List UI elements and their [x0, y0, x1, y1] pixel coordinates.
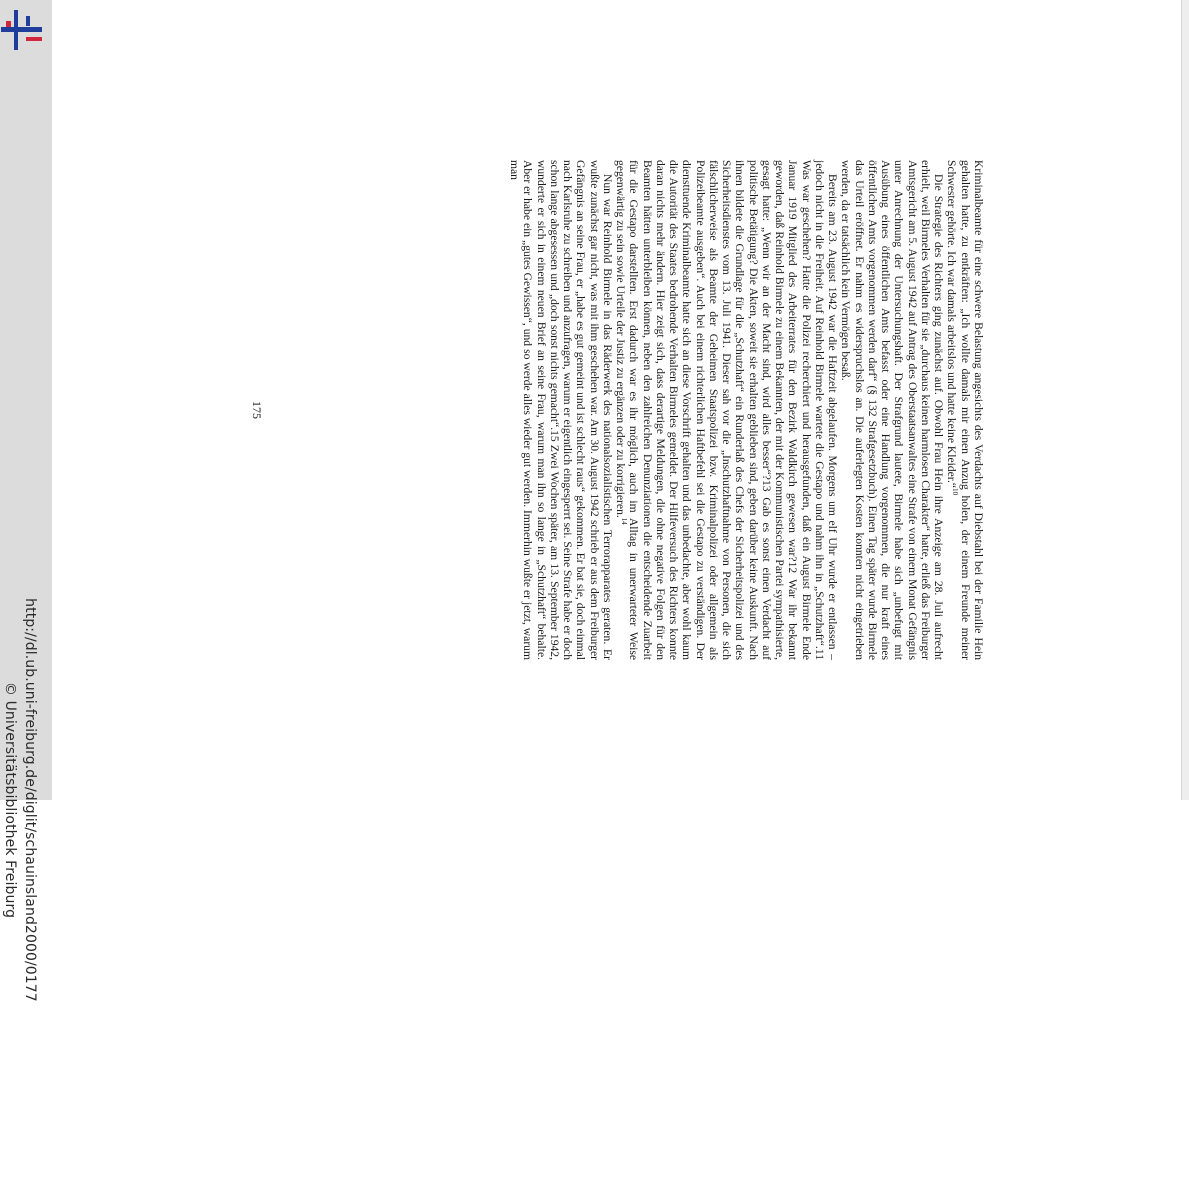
paragraph-text: Kriminalbeamte für eine schwere Belastung angesichts des Verdachts auf Diebstahl bei der Familie Hein gehalten hatte, zu entkräften: „Ich wollte damals mir einen Anzug holen, der einem Freunde meiner Schwester gehörte. Ich war damals arbeitslos und hatte keine Kleider.“	[945, 160, 985, 660]
paragraph	[614, 160, 839, 660]
page-number: 175	[250, 401, 264, 419]
copyright-notice: © Universitätsbibliothek Freiburg	[2, 681, 18, 919]
paragraph-text: Die Strategie des Richters ging zunächst auf. Obwohl Frau Hein ihre Anzeige am 28. Juli aufrecht erhielt, weil Birmeles Verhalten für sie „durchaus keinen harmlosen Charakter“ hatte, erließ das Freiburger Amtsgericht am 5. August 1942 auf Antrag des Oberstaatsanwaltes eine Strafe von einem Monat Gefängnis unter Anrechnung der Untersuchungshaft. Der Strafgrund lautete, Birmele habe sich „unbefugt mit Ausübung eines öffentlichen Amts befasst oder eine Handlung vorgenommen, die nur kraft eines öffentlichen Amts vorgenommen werden darf“ (§ 132 Strafgesetzbuch). Einen Tag später wurde Birmele das Urteil eröffnet. Er nahm es widerspruchslos an. Die auferlegten Kosten konnten nicht eingetrieben werden, da er tatsächlich kein Vermögen besaß.	[839, 160, 946, 660]
footnote-marker: 14	[620, 517, 629, 525]
page-body	[508, 160, 985, 660]
university-library-logo[interactable]	[0, 8, 46, 52]
paragraph	[839, 160, 945, 660]
logo-mark-icon	[0, 8, 46, 52]
footnote-marker: 10	[951, 488, 960, 496]
source-url[interactable]: http://dl.ub.uni-freiburg.de/diglit/schauinsland2000/0177	[22, 598, 38, 1002]
paragraph	[508, 160, 614, 660]
paragraph	[945, 160, 985, 660]
paragraph-text: Nun war Reinhold Birmele in das Räderwerk des nationalsozialistischen Terrorapparates geraten. Er wußte zunächst gar nicht, was mit ihm geschehen war. Am 30. August 1942 schrieb er aus dem Freiburger Gefängnis an seine Frau, er „habe es gut gemeint und ist schlecht raus“ gekommen. Er bat sie, doch einmal nach Karlsruhe zu schreiben und anzufragen, warum er eigentlich eingesperrt sei. Seine Strafe habe er doch schon lange abgesessen und „doch sonst nichts gemacht“.15 Zwei Wochen später, am 13. September 1942, wunderte er sich in einem neuen Brief an seine Frau, warum man ihn so lange in „Schutzhaft“ behalte. Aber er habe ein „gutes Gewissen“, und so werde alles wieder gut werden. Immerhin wußte er jetzt, warum man	[508, 160, 614, 660]
sidebar	[0, 0, 52, 1002]
document-page	[245, 160, 985, 660]
paragraph-text: Bereits am 23. August 1942 war die Haftzeit abgelaufen. Morgens um elf Uhr wurde er entlassen – jedoch nicht in die Freiheit. Auf Reinhold Birmele wartete die Gestapo und nahm ihn in „Schutzhaft“.11 Was war geschehen? Hatte die Polizei recherchiert und herausgefunden, daß ein August Birmele Ende Januar 1919 Mitglied des Arbeiterrates für den Bezirk Waldkirch gewesen war?12 War ihr bekannt geworden, daß Reinhold Birmele zu einem Bekannten, der mit der Kommunistischen Partei sympathisierte, gesagt hatte: „Wenn wir an der Macht sind, wird alles besser“?13 Gab es sonst einen Verdacht auf politische Betätigung? Die Akten, soweit sie erhalten geblieben sind, geben darüber keine Auskunft. Nach ihnen bildete die Grundlage für die „Schutzhaft“ ein Runderlaß des Chefs der Sicherheitspolizei und des Sicherheitsdienstes vom 13. Juli 1941. Dieser sah vor die „Inschutzhaftnahme von Personen, die sich fälschlicherweise als Beamte der Geheimen Staatspolizei bzw. Kriminalpolizei oder allgemein als Polizeibeamte ausgeben“. Auch bei einem richterlichen Haftbefehl sei die Gestapo zu verständigen. Der diensttuende Kriminalbeamte hatte sich an diese Vorschrift gehalten und das unbedachte, aber wohl kaum die Autorität des Staates bedrohende Verhalten Birmeles gemeldet. Der Hilfeversuch des Richters konnte daran nichts mehr ändern. Hier zeigt sich, dass derartige Meldungen, die ohne negative Folgen für den Beamten hätten unterbleiben können, neben den zahlreichen Denunziationen die entscheidende Zuarbeit für die Gestapo darstellten. Erst dadurch war es ihr möglich, auch im Alltag in unerwarteter Weise gegenwärtig zu sein sowie Urteile der Justiz zu ergänzen oder zu korrigieren.	[614, 160, 840, 660]
scrollbar-track[interactable]	[1181, 0, 1189, 800]
